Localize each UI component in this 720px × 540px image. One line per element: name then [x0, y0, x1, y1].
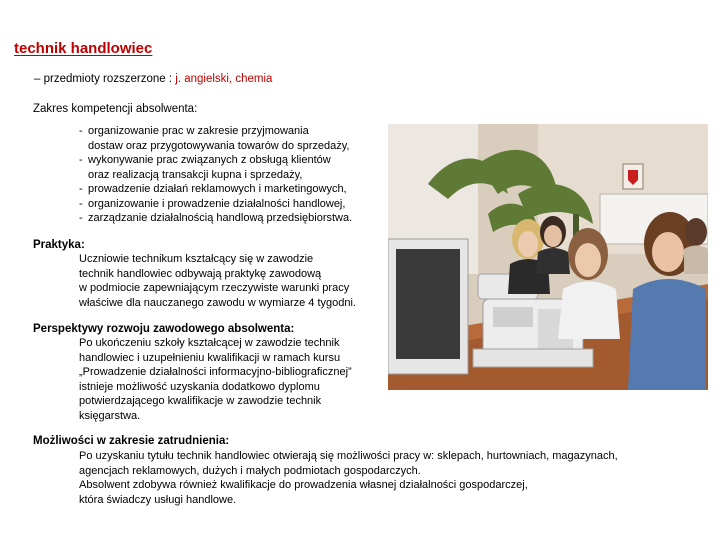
employment-line: Absolwent zdobywa również kwalifikacje do prowadzenia własnej działalności gospodarczej, [79, 479, 528, 491]
practice-line: Uczniowie technikum kształcący się w zawodzie [79, 253, 314, 265]
subjects-values: j. angielski, chemia [175, 73, 273, 85]
competence-item [79, 197, 352, 212]
prospects-line: księgarstwa. [79, 409, 141, 422]
prospects-line: handlowiec i uzupełnieniu kwalifikacji w ramach kursu [79, 351, 341, 364]
prospects-line: istnieje możliwość uzyskania dodatkowo dyplomu [79, 380, 320, 393]
competence-item [79, 153, 352, 182]
practice-line: właściwe dla nauczanego zawodu w wymiarze 4 tygodni. [79, 296, 356, 309]
extended-subjects [34, 73, 272, 85]
practice-heading: Praktyka: [33, 239, 85, 251]
competence-line: - organizowanie i prowadzenie działalności handlowej, [88, 197, 346, 210]
competence-item [79, 211, 352, 226]
prospects-line: Po ukończeniu szkoły kształcącej w zawodzie technik [79, 337, 340, 349]
employment-heading: Możliwości w zakresie zatrudnienia: [33, 435, 230, 447]
competence-line: oraz realizacją transakcji kupna i sprzedaży, [88, 168, 303, 181]
competence-line: - wykonywanie prac związanych z obsługą klientów [88, 154, 331, 166]
competence-line: - prowadzenie działań reklamowych i marketingowych, [88, 183, 347, 195]
competence-line: dostaw oraz przygotowywania towarów do sprzedaży, [88, 139, 350, 152]
competence-line: - zarządzanie działalnością handlową przedsiębiorstwa. [88, 212, 353, 224]
employment-line: agencjach reklamowych, dużych i małych podmiotach gospodarczych. [79, 464, 421, 477]
career-prospects-heading: Perspektywy rozwoju zawodowego absolwenta: [33, 323, 295, 335]
practice-line: technik handlowiec odbywają praktykę zawodową [79, 267, 322, 280]
practice-text [79, 252, 356, 310]
employment-line: Po uzyskaniu tytułu technik handlowiec otwierają się możliwości pracy w: sklepach, hurtowniach, magazynach, [79, 450, 618, 462]
competences-heading: Zakres kompetencji absolwenta: [33, 103, 198, 115]
career-prospects-text [79, 336, 352, 423]
competence-item [79, 182, 352, 197]
prospects-line: „Prowadzenie działalności informacyjno-bibliograficznej” [79, 366, 352, 378]
employment-text [79, 449, 618, 507]
prospects-line: potwierdzającego kwalifikacje w zawodzie technik [79, 395, 322, 407]
competences-list [79, 124, 352, 226]
competence-line: - organizowanie prac w zakresie przyjmowania [88, 125, 309, 137]
competence-item [79, 124, 352, 153]
page-title: technik handlowiec [14, 40, 153, 57]
subjects-prefix: – przedmioty rozszerzone : [34, 73, 173, 85]
practice-line: w podmiocie zapewniającym rzeczywiste warunki pracy [79, 282, 350, 294]
classroom-photo [388, 124, 708, 390]
employment-line: która świadczy usługi handlowe. [79, 493, 237, 506]
